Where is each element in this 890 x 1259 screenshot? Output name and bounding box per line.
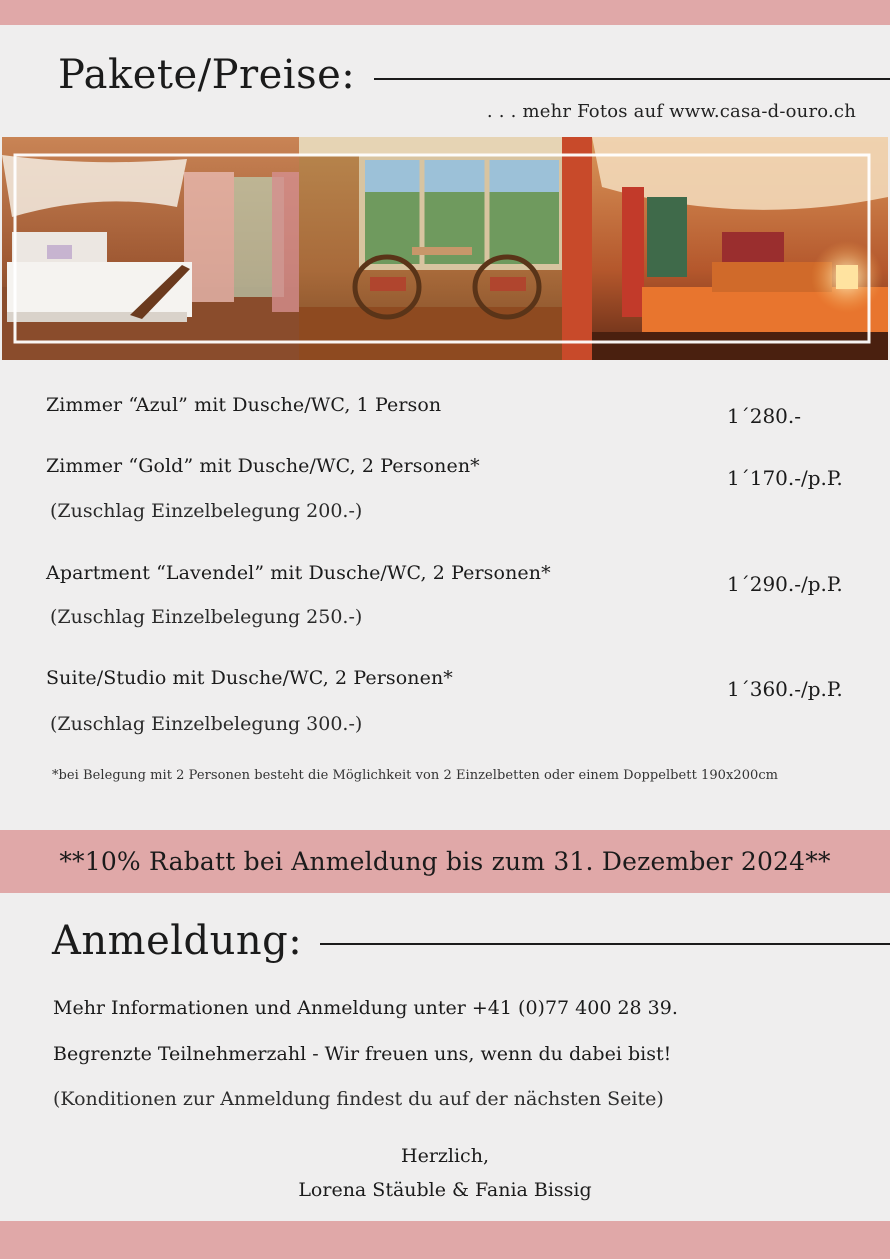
package-name: Zimmer “Gold” mit Dusche/WC, 2 Personen* [46, 455, 480, 477]
discount-promo-text: **10% Rabatt bei Anmeldung bis zum 31. Dezember 2024** [59, 847, 831, 876]
top-decor-band [0, 0, 890, 25]
package-price: 1´280.- [727, 404, 802, 428]
package-surcharge: (Zuschlag Einzelbelegung 250.-) [50, 606, 363, 628]
registration-rule [320, 943, 890, 945]
contact-info: Mehr Informationen und Anmeldung unter +41 (0)77 400 28 39. [53, 997, 678, 1019]
bed-footnote: *bei Belegung mit 2 Personen besteht die Möglichkeit von 2 Einzelbetten oder einem Doppelbett 190x200cm [52, 768, 779, 783]
photos-website-link[interactable]: . . . mehr Fotos auf www.casa-d-ouro.ch [486, 101, 856, 122]
package-price: 1´290.-/p.P. [727, 572, 843, 596]
signature: Lorena Stäuble & Fania Bissig [298, 1179, 592, 1201]
registration-title: Anmeldung: [52, 918, 303, 964]
closing-greeting: Herzlich, [401, 1145, 489, 1167]
package-price: 1´360.-/p.P. [727, 677, 843, 701]
room-photo-strip [2, 137, 888, 360]
sunroom-photo [299, 137, 592, 360]
promo-band [0, 830, 890, 893]
page-title: Pakete/Preise: [58, 52, 356, 98]
bedroom-suite-photo [592, 137, 888, 360]
package-price: 1´170.-/p.P. [727, 466, 843, 490]
package-name: Suite/Studio mit Dusche/WC, 2 Personen* [46, 667, 453, 689]
package-surcharge: (Zuschlag Einzelbelegung 200.-) [50, 500, 363, 522]
limited-participants-note: Begrenzte Teilnehmerzahl - Wir freuen uns, wenn du dabei bist! [53, 1043, 672, 1065]
package-name: Apartment “Lavendel” mit Dusche/WC, 2 Personen* [46, 562, 551, 584]
bedroom-azul-photo [2, 137, 299, 360]
package-surcharge: (Zuschlag Einzelbelegung 300.-) [50, 713, 363, 735]
title-rule [374, 78, 890, 80]
bottom-decor-band [0, 1221, 890, 1259]
package-name: Zimmer “Azul” mit Dusche/WC, 1 Person [46, 394, 442, 416]
conditions-note: (Konditionen zur Anmeldung findest du auf der nächsten Seite) [53, 1088, 664, 1110]
